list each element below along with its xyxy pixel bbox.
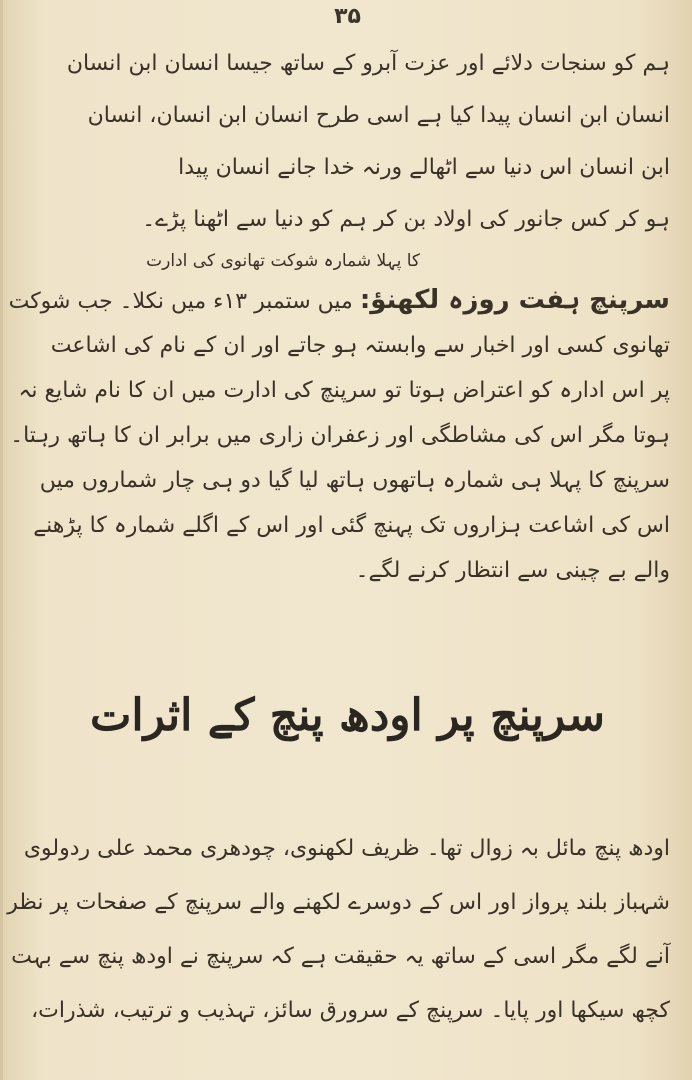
text-line: اودھ پنچ مائل بہ زوال تھا۔ ظریف لکھنوی، چودھری محمد علی ردولوی — [23, 836, 670, 861]
text-line: کچھ سیکھا اور پایا۔ سرپنچ کے سرورق سائز، تہذیب و ترتیب، شذرات، — [31, 998, 670, 1023]
section-heading: سرپنچ پر اودھ پنچ کے اثرات — [89, 690, 606, 741]
paragraph-1 — [37, 38, 670, 246]
text-line: سرپنچ کا پہلا ہی شمارہ ہاتھوں ہاتھ لیا گیا دو ہی چار شماروں میں — [39, 468, 670, 493]
text-line: ہوتا مگر اس کی مشاطگی اور زعفران زاری میں برابر ان کا ہاتھ رہتا۔ — [10, 423, 670, 448]
text-line: والے بے چینی سے انتظار کرنے لگے۔ — [355, 558, 670, 583]
text-line: انسان ابن انسان پیدا کیا ہے اسی طرح انسان ابن انسان، انسان — [87, 103, 670, 128]
section-lead: سرپنچ ہفت روزہ لکھنؤ: — [359, 285, 670, 315]
text-line: ابن انسان اس دنیا سے اٹھالے ورنہ خدا جانے انسان پیدا — [178, 155, 670, 180]
text-line: شہباز بلند پرواز اور اس کے دوسرے لکھنے والے سرپنچ کے صفحات پر نظر — [7, 890, 670, 915]
text-line: ہو کر کس جانور کی اولاد بن کر ہم کو دنیا سے اٹھنا پڑے۔ — [142, 207, 670, 232]
text-line: تھانوی کسی اور اخبار سے وابستہ ہو جاتے اور ان کے نام کی اشاعت — [50, 333, 670, 358]
text-line: آنے لگے مگر اسی کے ساتھ یہ حقیقت ہے کہ سرپنچ نے اودھ پنچ سے بہت — [11, 944, 670, 969]
text-line: پر اس ادارہ کو اعتراض ہوتا تو سرپنچ کی ادارت میں ان کا نام شایع نہ — [18, 378, 670, 403]
page-number: ۳۵ — [334, 4, 361, 29]
text-line: ہم کو سنجات دلائے اور عزت آبرو کے ساتھ جیسا انسان ابن انسان — [66, 51, 670, 76]
paragraph-3 — [7, 822, 670, 1038]
text-line-continued: میں ستمبر ۱۳ء میں نکلا۔ جب شوکت — [8, 289, 353, 314]
interlinear-note: کا پہلا شمارہ شوکت تھانوی کی ادارت — [146, 251, 420, 271]
text-line: اس کی اشاعت ہزاروں تک پہنچ گئی اور اس کے اگلے شمارہ کا پڑھنے — [33, 513, 670, 538]
paragraph-2 — [8, 251, 670, 593]
text-line — [8, 278, 670, 323]
